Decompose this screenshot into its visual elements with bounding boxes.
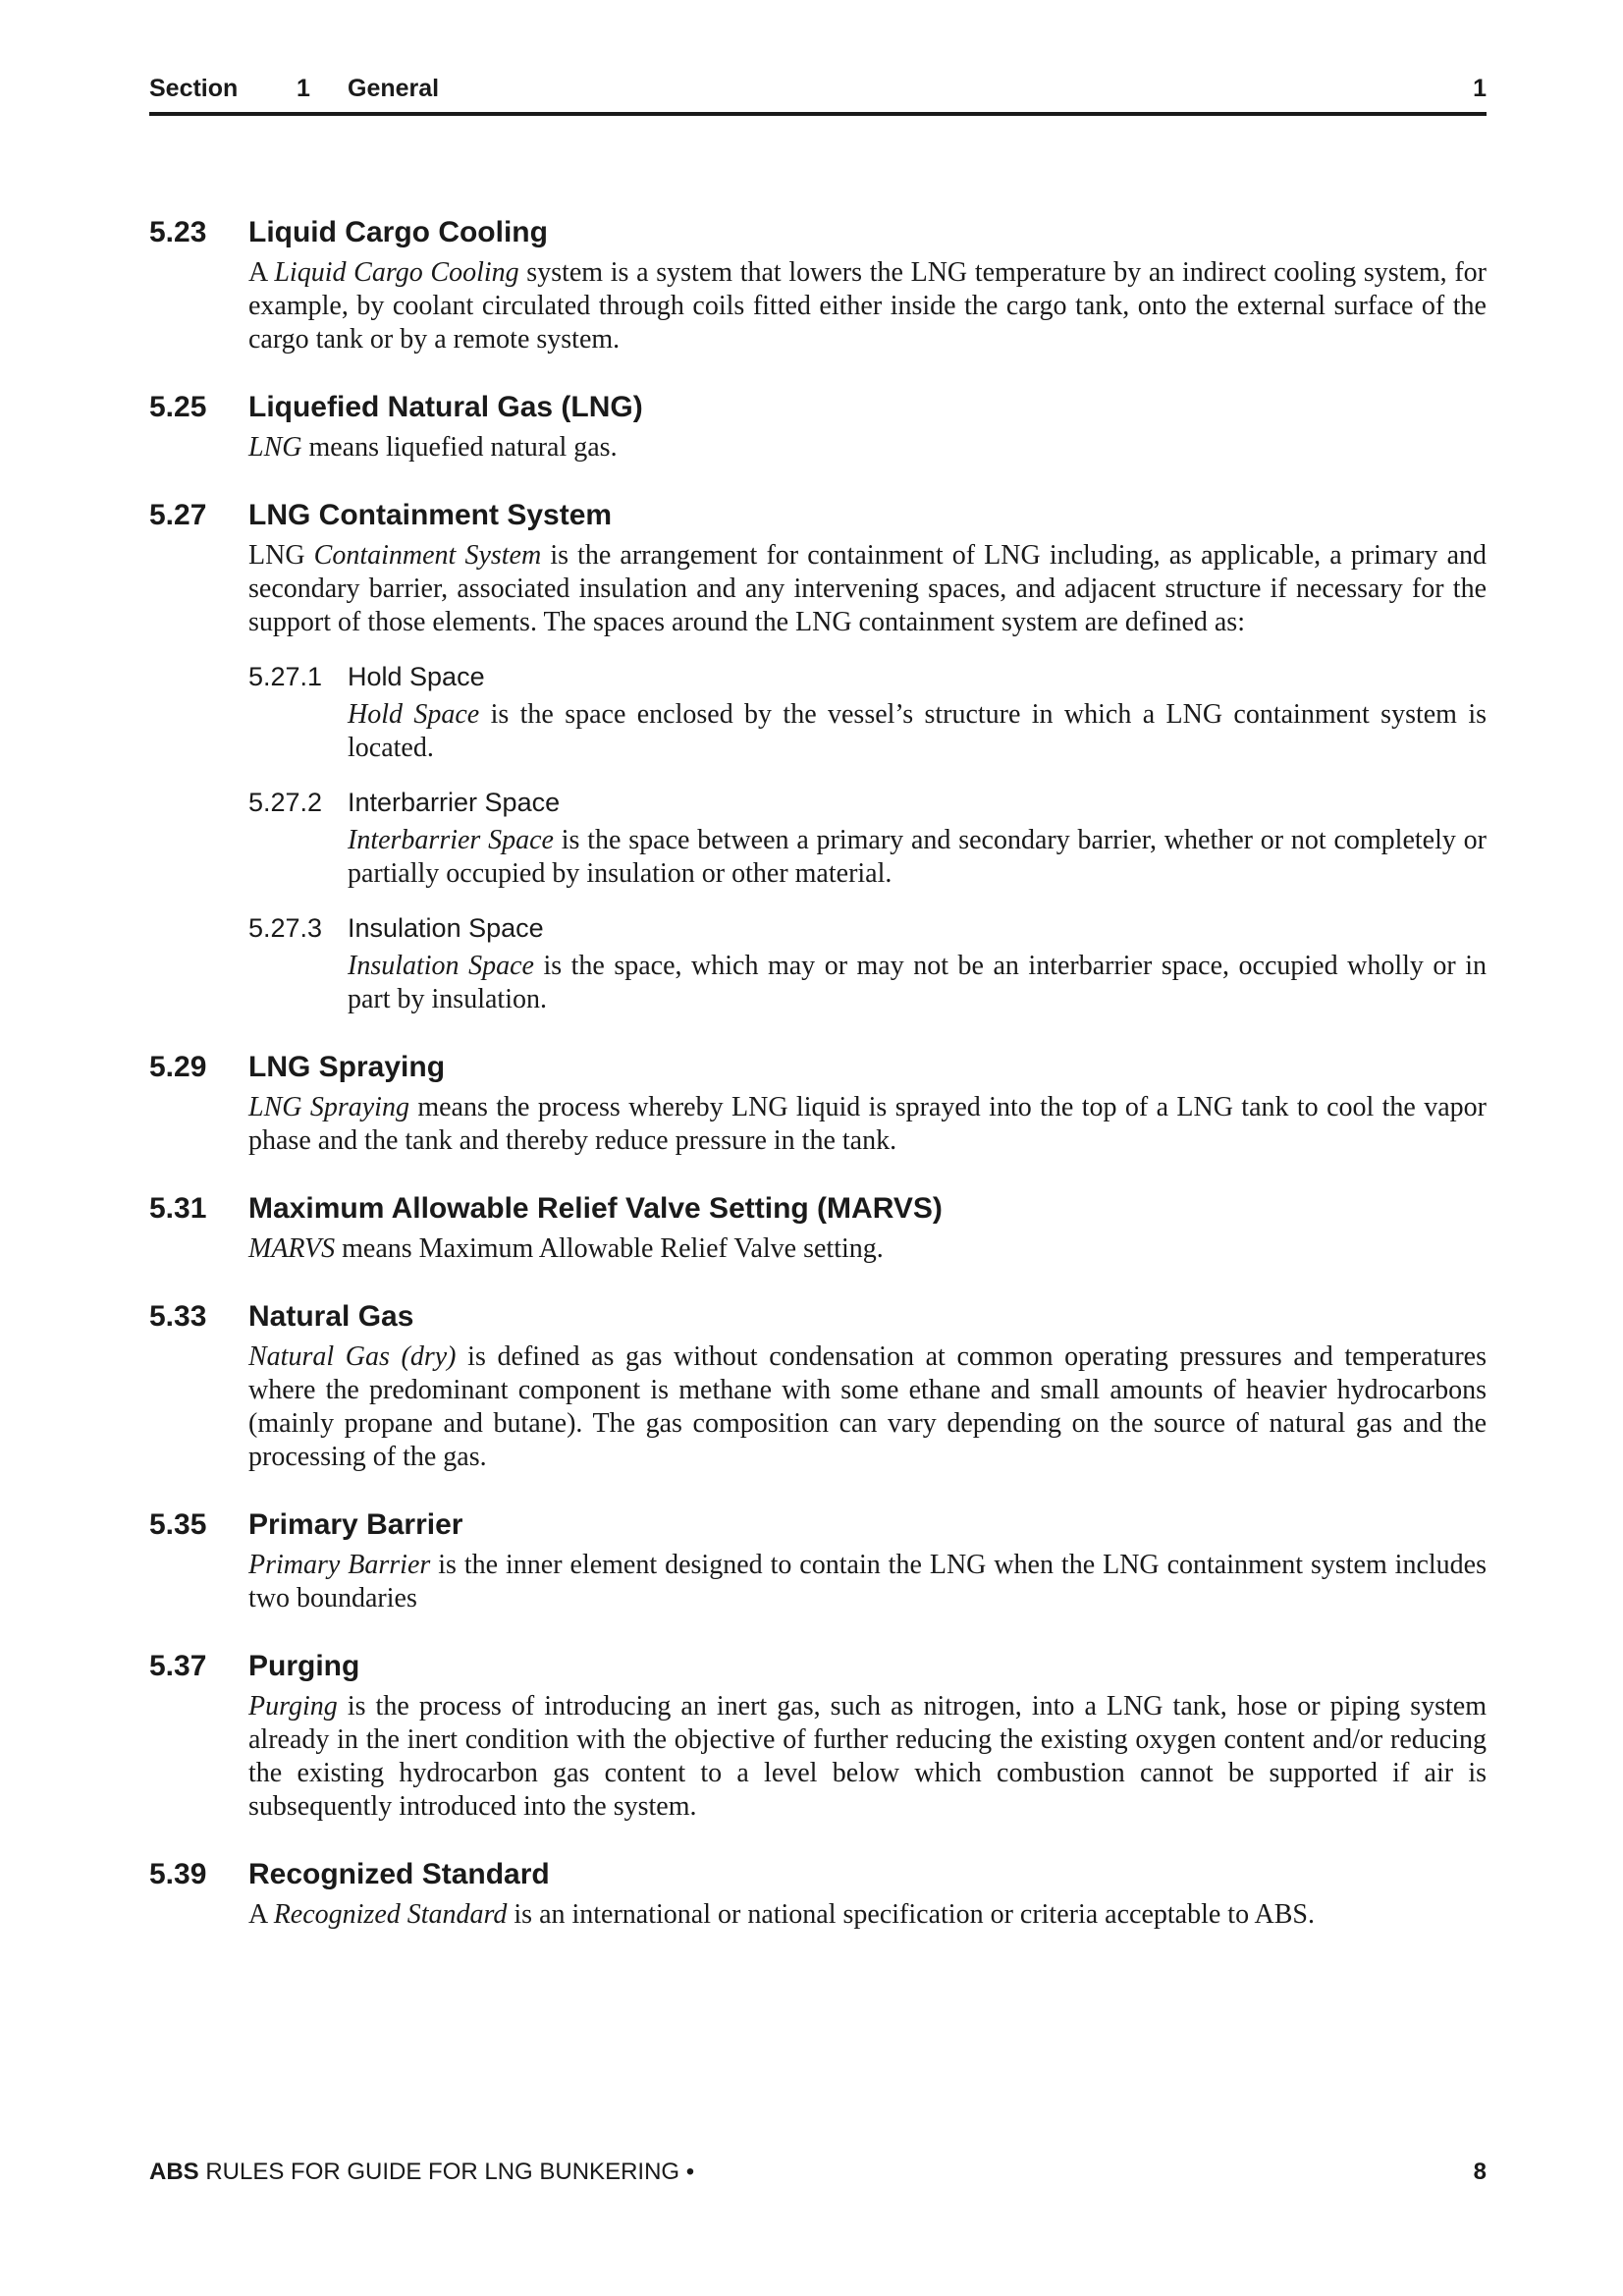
footer-brand: ABS (149, 2159, 199, 2185)
section-5-33 (149, 1297, 1487, 1474)
body-rest: is the space, which may or may not be an interbarrier space, occupied wholly or in part by insulation. (348, 951, 1488, 1014)
defined-term: MARVS (248, 1233, 336, 1264)
defined-term: Interbarrier Space (348, 825, 554, 855)
header-section-number: 1 (297, 75, 310, 102)
subsection-5-27-3 (248, 910, 1487, 1016)
section-heading (149, 1297, 1487, 1337)
section-body (248, 256, 1487, 356)
body-rest: is the arrangement for containment of LNG including, as applicable, a primary and secondary barrier, associated insulation and any intervening spaces, and adjacent structure if necessary for the support of those elements. The spaces around the LNG containment system are defined as: (248, 540, 1487, 637)
section-title: LNG Spraying (248, 1051, 446, 1083)
body-prefix: A (248, 257, 275, 288)
defined-term: LNG (248, 432, 302, 463)
section-title: Primary Barrier (248, 1508, 463, 1541)
section-number: 5.33 (149, 1300, 207, 1333)
section-heading (149, 1855, 1487, 1894)
subsection-heading (248, 659, 1487, 694)
section-number: 5.29 (149, 1051, 207, 1083)
subsection-number: 5.27.1 (248, 662, 323, 691)
body-rest: is an international or national specification or criteria acceptable to ABS. (507, 1899, 1315, 1930)
subsection-number: 5.27.2 (248, 788, 323, 817)
section-number: 5.39 (149, 1858, 207, 1890)
section-body (248, 1340, 1487, 1474)
page-content (149, 213, 1487, 1963)
defined-term: Hold Space (348, 699, 480, 730)
defined-term: Liquid Cargo Cooling (274, 257, 519, 288)
section-body (248, 539, 1487, 639)
section-5-23 (149, 213, 1487, 356)
page-footer (149, 2159, 1487, 2192)
section-heading (149, 1505, 1487, 1545)
section-number: 5.37 (149, 1650, 207, 1682)
section-5-27 (149, 496, 1487, 1016)
section-5-29 (149, 1048, 1487, 1158)
subsection-body (348, 824, 1487, 891)
section-heading (149, 1189, 1487, 1229)
section-5-31 (149, 1189, 1487, 1266)
section-number: 5.35 (149, 1508, 207, 1541)
subsection-title: Insulation Space (348, 913, 544, 943)
header-section-title: General (348, 75, 440, 102)
defined-term: Containment System (313, 540, 542, 571)
subsection-5-27-1 (248, 659, 1487, 765)
subsection-5-27-2 (248, 785, 1487, 891)
defined-term: Natural Gas (dry) (248, 1341, 457, 1372)
subsection-body (348, 698, 1487, 765)
defined-term: Insulation Space (348, 951, 534, 981)
section-title: Natural Gas (248, 1300, 414, 1333)
header-page-number: 1 (1473, 75, 1487, 102)
body-rest: is the space enclosed by the vessel’s structure in which a LNG containment system is located. (348, 699, 1487, 763)
body-prefix: A (248, 1899, 274, 1930)
section-body (248, 431, 1487, 465)
section-heading (149, 388, 1487, 427)
body-prefix: LNG (248, 540, 314, 571)
subsection-heading (248, 910, 1487, 946)
footer-title (149, 2159, 694, 2186)
section-title: LNG Containment System (248, 499, 613, 531)
subsection-body (348, 950, 1487, 1016)
page-header (149, 75, 1487, 116)
subsection-heading (248, 785, 1487, 820)
defined-term: Recognized Standard (273, 1899, 508, 1930)
footer-page-number: 8 (1473, 2159, 1487, 2185)
section-title: Liquefied Natural Gas (LNG) (248, 391, 643, 423)
defined-term: Primary Barrier (248, 1550, 431, 1580)
subsection-title: Hold Space (348, 662, 485, 691)
footer-document-title: RULES FOR GUIDE FOR LNG BUNKERING • (198, 2159, 695, 2185)
body-rest: means liquefied natural gas. (301, 432, 618, 463)
section-body (248, 1690, 1487, 1824)
section-heading (149, 1647, 1487, 1686)
section-5-35 (149, 1505, 1487, 1615)
section-5-37 (149, 1647, 1487, 1824)
section-number: 5.31 (149, 1192, 207, 1225)
section-body (248, 1232, 1487, 1266)
body-rest: is defined as gas without condensation at common operating pressures and temperatures where the predominant component is methane with some ethane and small amounts of heavier hydrocarbons (mainly propane and butane). The gas composition can vary depending on the source of natural gas and the processing of the gas. (248, 1341, 1487, 1472)
section-title: Purging (248, 1650, 360, 1682)
defined-term: Purging (248, 1691, 338, 1722)
section-title: Liquid Cargo Cooling (248, 216, 548, 248)
section-body (248, 1549, 1487, 1615)
section-title: Maximum Allowable Relief Valve Setting (MARVS) (248, 1192, 943, 1225)
body-rest: means the process whereby LNG liquid is sprayed into the top of a LNG tank to cool the vapor phase and the tank and thereby reduce pressure in the tank. (248, 1092, 1487, 1156)
section-body (248, 1091, 1487, 1158)
section-title: Recognized Standard (248, 1858, 550, 1890)
section-number: 5.27 (149, 499, 207, 531)
body-rest: system is a system that lowers the LNG temperature by an indirect cooling system, for example, by coolant circulated through coils fitted either inside the cargo tank, onto the external surface of the cargo tank or by a remote system. (248, 257, 1487, 355)
subsection-number: 5.27.3 (248, 913, 323, 943)
section-heading (149, 1048, 1487, 1087)
subsection-title: Interbarrier Space (348, 788, 561, 817)
body-rest: means Maximum Allowable Relief Valve setting. (335, 1233, 884, 1264)
defined-term: LNG Spraying (248, 1092, 409, 1122)
body-rest: is the space between a primary and secondary barrier, whether or not completely or partially occupied by insulation or other material. (348, 825, 1487, 889)
section-5-39 (149, 1855, 1487, 1932)
section-number: 5.23 (149, 216, 207, 248)
section-body (248, 1898, 1487, 1932)
header-section-label: Section (149, 75, 239, 102)
section-heading (149, 213, 1487, 252)
body-rest: is the process of introducing an inert gas, such as nitrogen, into a LNG tank, hose or piping system already in the inert condition with the objective of further reducing the existing oxygen content and/or reducing the existing hydrocarbon gas content to a level below which combustion cannot be supported if air is subsequently introduced into the system. (248, 1691, 1487, 1822)
section-heading (149, 496, 1487, 535)
body-rest: is the inner element designed to contain the LNG when the LNG containment system includes two boundaries (248, 1550, 1487, 1613)
section-number: 5.25 (149, 391, 207, 423)
section-5-25 (149, 388, 1487, 465)
